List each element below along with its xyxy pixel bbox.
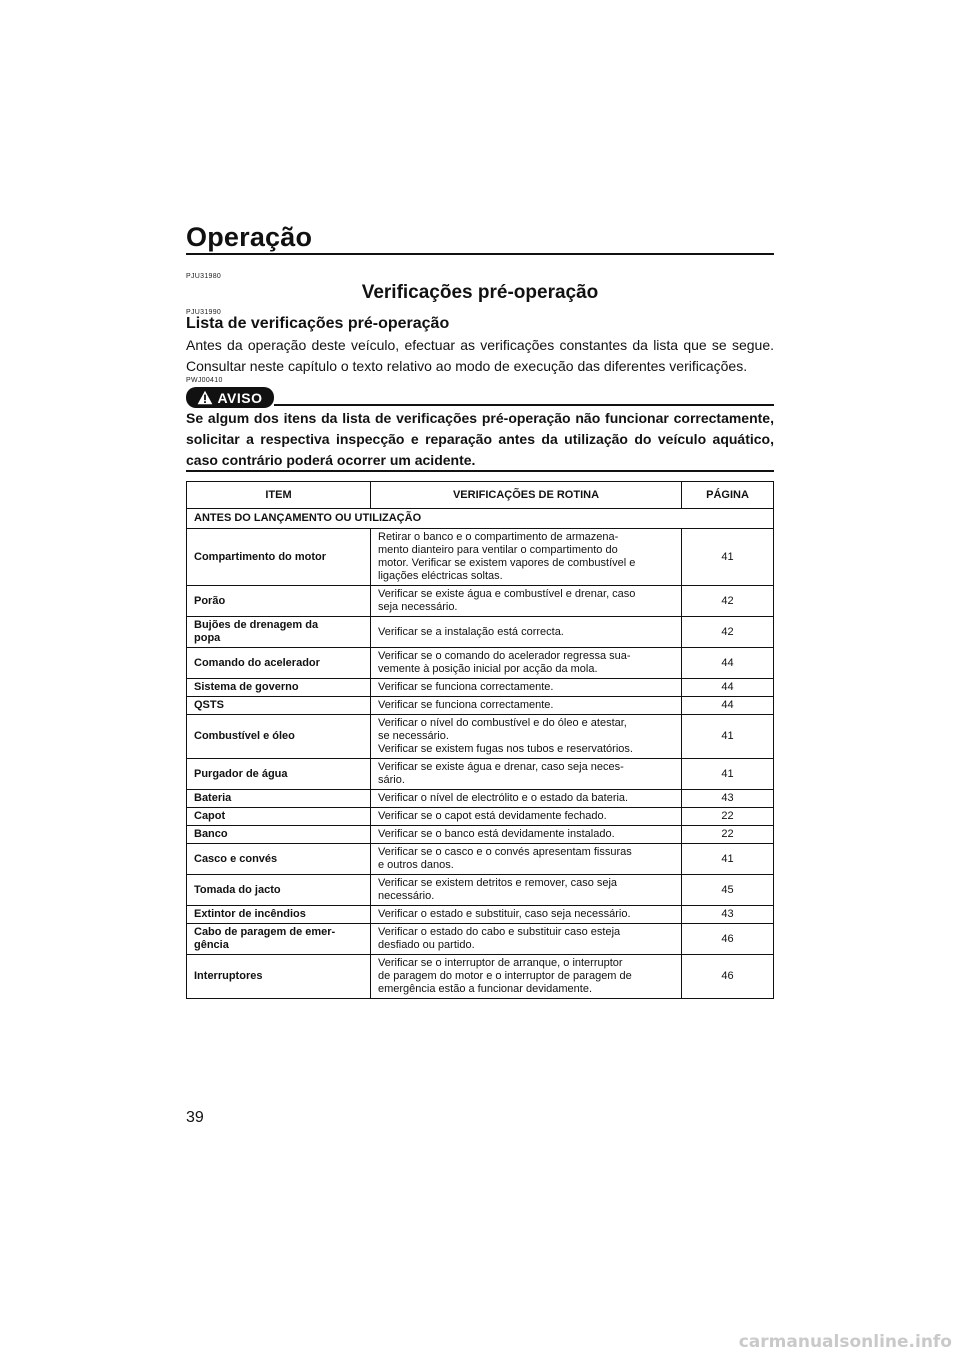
row-page: 46 [682, 924, 774, 955]
row-check: Verificar se o banco está devidamente instalado. [371, 826, 682, 844]
row-check: Verificar se o comando do acelerador regressa sua- vemente à posição inicial por acção da mola. [371, 648, 682, 679]
row-check: Verificar se existe água e combustível e drenar, caso seja necessário. [371, 586, 682, 617]
row-item: Porão [187, 586, 371, 617]
row-check: Verificar se funciona correctamente. [371, 679, 682, 697]
table-row [187, 826, 774, 844]
row-check: Verificar o estado e substituir, caso seja necessário. [371, 906, 682, 924]
row-check: Retirar o banco e o compartimento de armazena- mento dianteiro para ventilar o compartimento do motor. Verificar se existem vapores de combustível e ligações eléctricas soltas. [371, 529, 682, 586]
table-row [187, 906, 774, 924]
table-row [187, 759, 774, 790]
row-page: 44 [682, 679, 774, 697]
table-row [187, 955, 774, 999]
row-item: Bateria [187, 790, 371, 808]
row-page: 42 [682, 586, 774, 617]
table-row [187, 790, 774, 808]
table-row [187, 529, 774, 586]
table-row [187, 586, 774, 617]
warning-top-rule [274, 404, 774, 406]
row-page: 41 [682, 529, 774, 586]
row-check: Verificar se o interruptor de arranque, o interruptor de paragem do motor e o interruptor de paragem de emergência estão a funcionar devidamente. [371, 955, 682, 999]
row-page: 22 [682, 808, 774, 826]
table-row [187, 697, 774, 715]
table-section-row [187, 509, 774, 529]
row-check: Verificar se existe água e drenar, caso seja neces- sário. [371, 759, 682, 790]
watermark: carmanualsonline.info [738, 1332, 952, 1352]
row-page: 43 [682, 906, 774, 924]
row-check: Verificar o nível de electrólito e o estado da bateria. [371, 790, 682, 808]
row-item: Bujões de drenagem da popa [187, 617, 371, 648]
row-page: 45 [682, 875, 774, 906]
section-title: Verificações pré-operação [361, 282, 599, 303]
row-check: Verificar se funciona correctamente. [371, 697, 682, 715]
row-check: Verificar o nível do combustível e do óleo e atestar, se necessário. Verificar se existem fugas nos tubos e reservatórios. [371, 715, 682, 759]
row-page: 22 [682, 826, 774, 844]
row-item: Purgador de água [187, 759, 371, 790]
header-check: VERIFICAÇÕES DE ROTINA [371, 482, 682, 509]
row-item: Sistema de governo [187, 679, 371, 697]
row-item: Tomada do jacto [187, 875, 371, 906]
section-code: PJU31980 [186, 273, 222, 280]
warning-text: Se algum dos itens da lista de verificações pré-operação não funcionar correctamente, solicitar a respectiva inspecção e reparação antes da utilização do veículo aquático, caso contrário poderá ocorrer um acidente. [186, 410, 774, 468]
row-item: Casco e convés [187, 844, 371, 875]
row-item: Interruptores [187, 955, 371, 999]
row-check: Verificar se existem detritos e remover, caso seja necessário. [371, 875, 682, 906]
row-item: Banco [187, 826, 371, 844]
warning-code: PWJ00410 [186, 377, 223, 384]
row-page: 44 [682, 648, 774, 679]
checklist-table [186, 481, 774, 999]
row-page: 43 [682, 790, 774, 808]
table-row [187, 875, 774, 906]
row-check: Verificar se o casco e o convés apresentam fissuras e outros danos. [371, 844, 682, 875]
table-row [187, 715, 774, 759]
table-row [187, 844, 774, 875]
warning-triangle-icon [197, 390, 213, 405]
row-check: Verificar se a instalação está correcta. [371, 617, 682, 648]
row-item: Combustível e óleo [187, 715, 371, 759]
table-row [187, 924, 774, 955]
table-row [187, 617, 774, 648]
row-page: 41 [682, 844, 774, 875]
page-title: Operação [186, 222, 313, 252]
section-label: ANTES DO LANÇAMENTO OU UTILIZAÇÃO [187, 509, 774, 529]
warning-label: AVISO [217, 389, 263, 406]
row-item: Extintor de incêndios [187, 906, 371, 924]
warning-badge [186, 387, 274, 408]
warning-bottom-rule [186, 470, 774, 472]
row-item: QSTS [187, 697, 371, 715]
table-row [187, 679, 774, 697]
table-row [187, 648, 774, 679]
row-item: Compartimento do motor [187, 529, 371, 586]
header-item: ITEM [187, 482, 371, 509]
row-item: Comando do acelerador [187, 648, 371, 679]
row-check: Verificar o estado do cabo e substituir caso esteja desfiado ou partido. [371, 924, 682, 955]
row-page: 41 [682, 715, 774, 759]
row-item: Cabo de paragem de emer- gência [187, 924, 371, 955]
row-check: Verificar se o capot está devidamente fechado. [371, 808, 682, 826]
table-header-row [187, 482, 774, 509]
intro-paragraph: Antes da operação deste veículo, efectuar as verificações constantes da lista que se segue. Consultar neste capítulo o texto relativo ao modo de execução das diferentes verificações. [186, 337, 774, 374]
row-page: 42 [682, 617, 774, 648]
row-page: 44 [682, 697, 774, 715]
subsection-title: Lista de verificações pré-operação [186, 315, 450, 332]
title-divider [186, 253, 774, 255]
subsection-code: PJU31990 [186, 309, 222, 316]
row-page: 46 [682, 955, 774, 999]
header-page: PÁGINA [682, 482, 774, 509]
row-page: 41 [682, 759, 774, 790]
table-row [187, 808, 774, 826]
page-number: 39 [186, 1109, 204, 1126]
row-item: Capot [187, 808, 371, 826]
